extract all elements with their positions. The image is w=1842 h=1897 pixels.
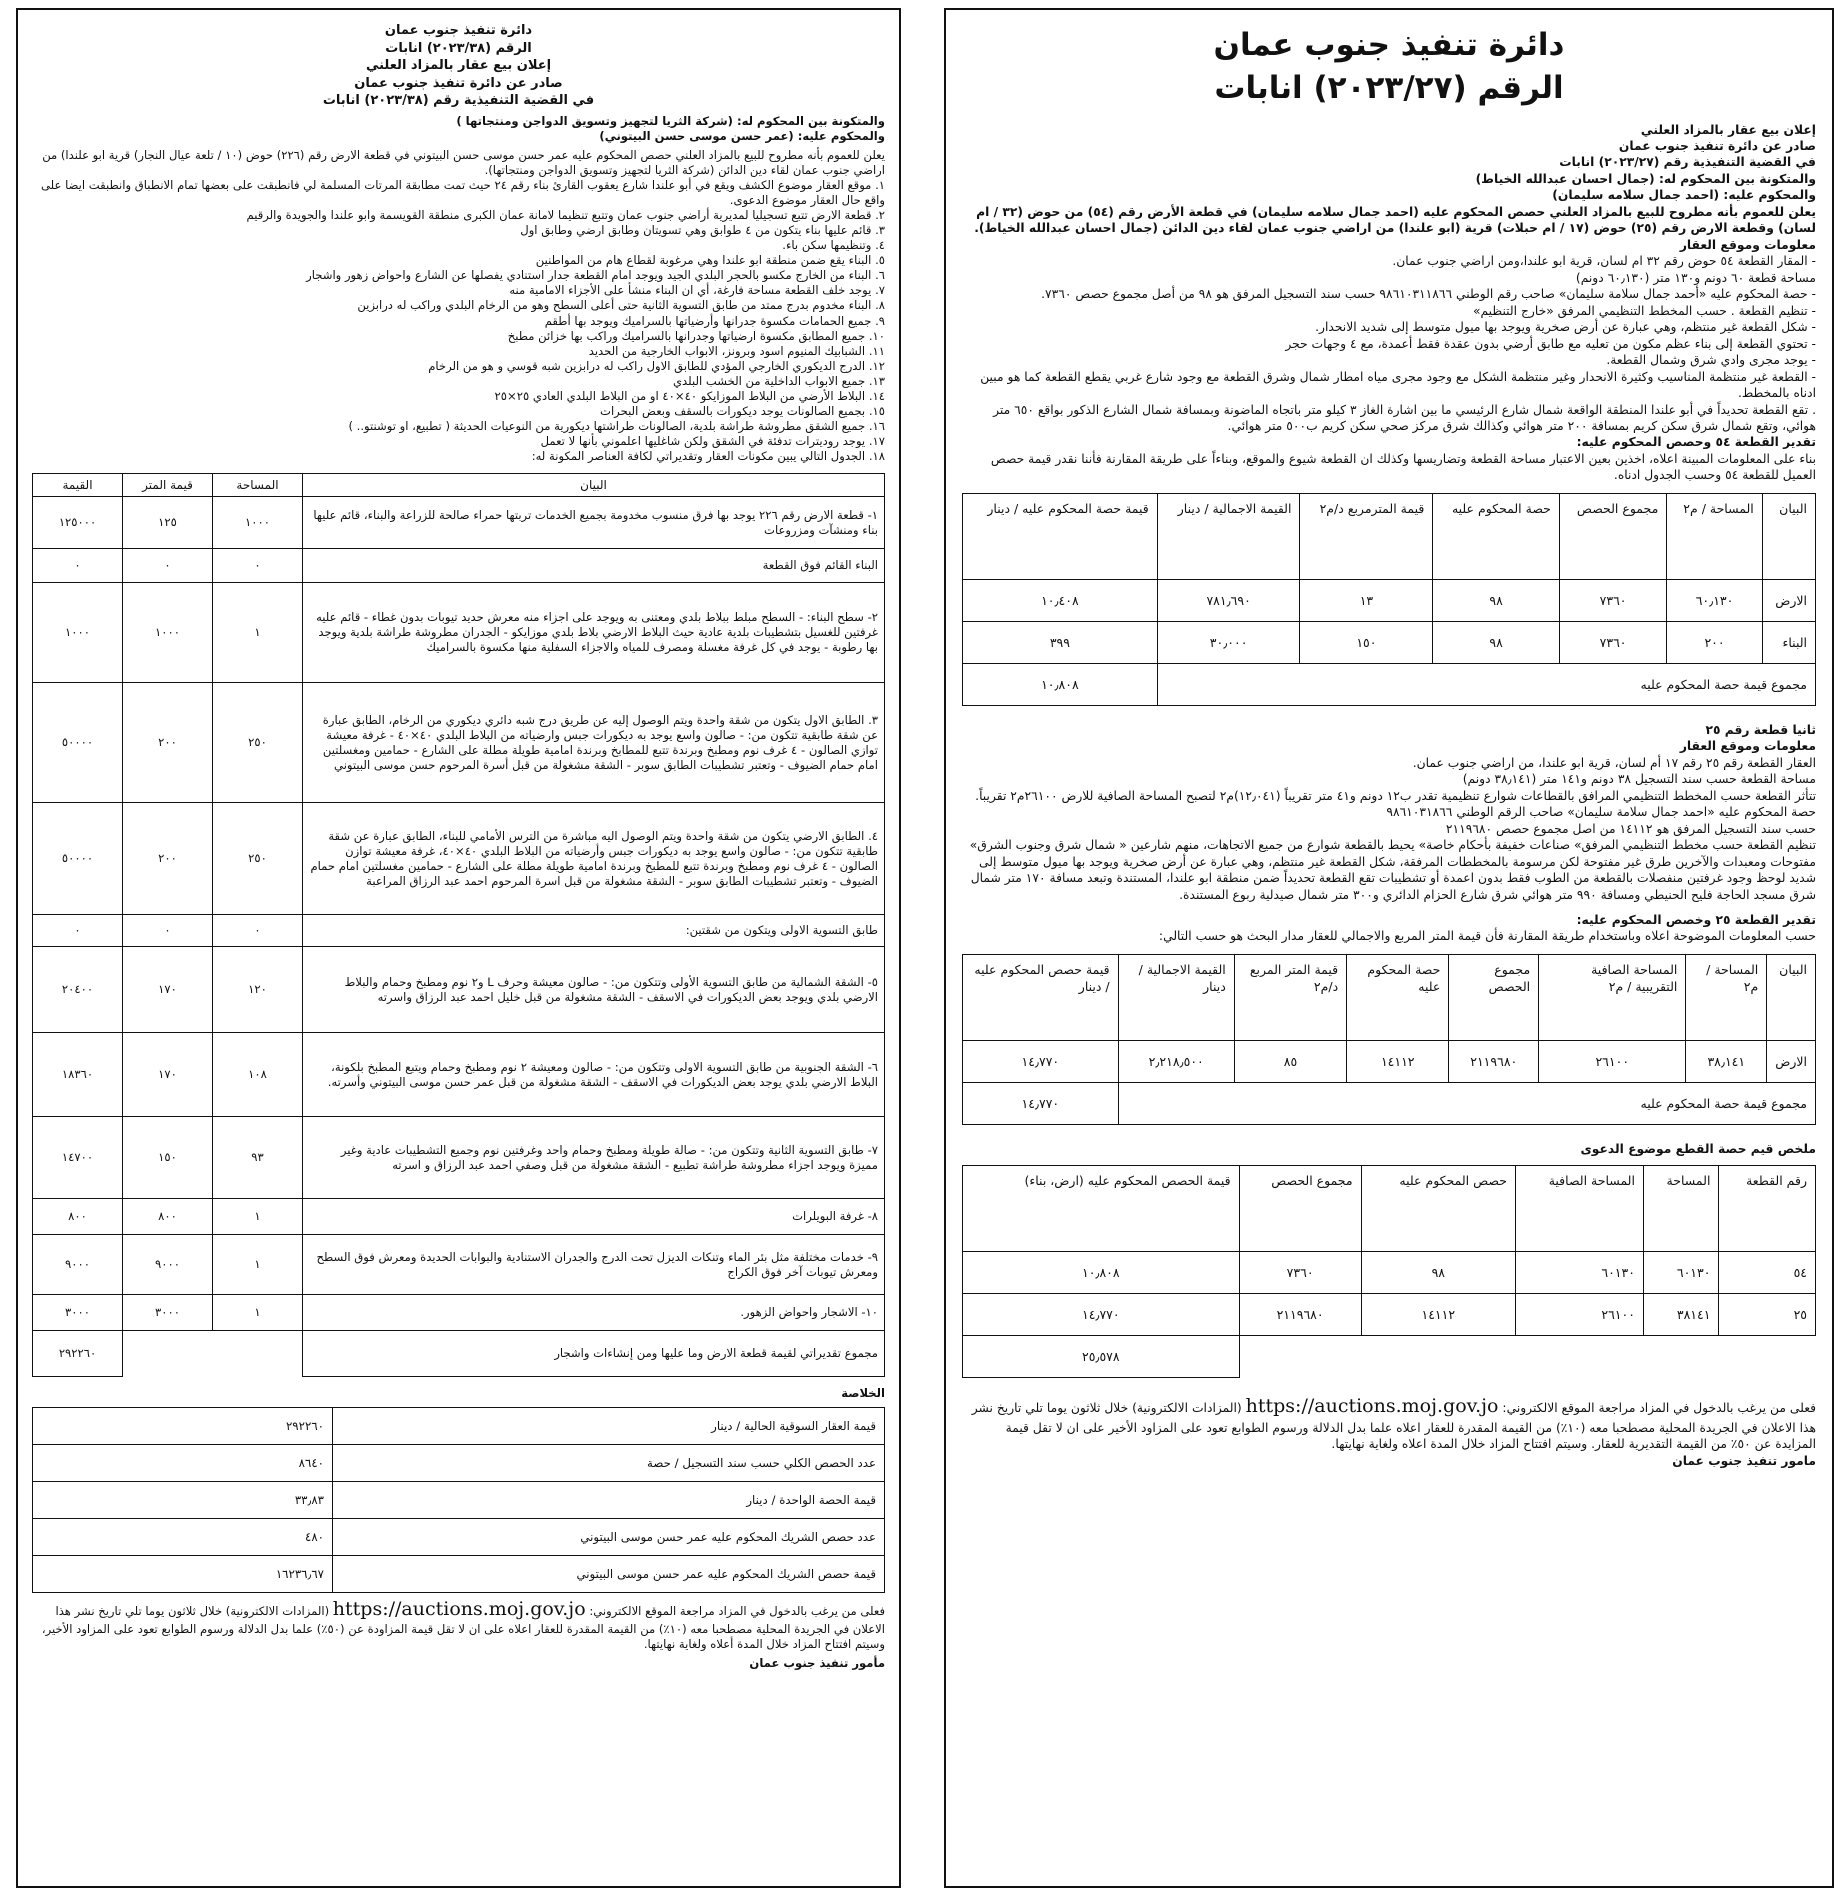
table-header: قيمة المتر المربع د/م٢	[1234, 954, 1346, 1040]
table-cell: ١٧٠	[123, 1033, 213, 1117]
point-line: ١٦. جميع الشقق مطروشة طراشة بلدية، الصالونات طراشتها ديكورية من النوعيات الحديثة ( تطبيع، او توشنتو.. )	[348, 418, 885, 433]
table-cell: ١٠٫٨٠٨	[963, 1252, 1240, 1294]
table-cell: ١٥٠	[123, 1117, 213, 1199]
table-cell: ٢٠٠	[123, 803, 213, 915]
table-cell: ٥٤	[1719, 1252, 1816, 1294]
table-cell: ٢٥٠	[213, 683, 303, 803]
closing-text: فعلى من يرغب بالدخول في المزاد مراجعة الموقع الالكتروني:	[589, 1604, 885, 1619]
table-header: المساحة	[1643, 1166, 1718, 1252]
table-cell-empty	[1239, 1336, 1815, 1378]
info-line: تنظيم القطعة حسب مخطط التنظيمي المرفق» صناعات خفيفة بأحكام خاصة» يحيط بالقطعة شوارع من جميع الاتجاهات، منهم شارعين « شمال شرق وجنوب الشرق» مفتوحات ومعبدات والآخرين طرق غير مفتوحة لكن مرسومة بالمخططات المرفقة، شكل القطعة غير منتظم، وهي عبارة عن أرض صخرية ويوجد بها ميول متوسط إلى شديد لوحظ وجود غرفتين منفصلات بالقطعة من الطوب فقط بدون اعمدة أو تشطيبات تقع القطعة تحديداً ضمن منطقة ابو علندا، المستندة وتبعد مسافة ١٧٠ متر شمال شرق مسجد الحاجة فليح الحنيطي ومسافة ٩٩٠ متر هوائي شرق شارع الحزام الدائري و٣٠٠ متر شمال صيدلية ربوع المستندة.	[969, 838, 1816, 902]
table-row	[963, 579, 1816, 621]
table-header-row	[963, 1166, 1816, 1252]
table-cell: ٨٠٠	[33, 1199, 123, 1235]
table-cell: ١٢٥	[123, 497, 213, 549]
table-cell: ٦٠٫١٣٠	[1667, 579, 1763, 621]
table-row	[33, 1199, 885, 1235]
signature: مأمور تنفيذ جنوب عمان	[749, 1656, 885, 1671]
section-heading: ملخص قيم حصة القطع موضوع الدعوى	[1580, 1141, 1816, 1156]
section-heading: تقدير القطعة ٥٤ وحصص المحكوم عليه:	[1576, 435, 1816, 450]
table-row	[33, 497, 885, 549]
total-value: ١٠٫٨٠٨	[963, 663, 1158, 705]
table-cell: ١٨٣٦٠	[33, 1033, 123, 1117]
intro-line: والمحكوم عليه: (احمد جمال سلامه سليمان)	[1552, 188, 1816, 203]
info-line: مساحة القطعة حسب سند التسجيل ٣٨ دونم و١٤١ متر (٣٨٫١٤١ دونم)	[1462, 772, 1816, 787]
table-cell: ١٠- الاشجار واحواض الزهور.	[303, 1295, 885, 1331]
auction-link[interactable]: https://auctions.moj.gov.jo	[1245, 1395, 1499, 1418]
table-row	[33, 947, 885, 1033]
table-total-row	[963, 1336, 1816, 1378]
auction-link[interactable]: https://auctions.moj.gov.jo	[332, 1598, 586, 1621]
summary-value: ٣٣٫٨٣	[33, 1482, 333, 1519]
table-header-row	[963, 954, 1816, 1040]
table-cell	[123, 1331, 213, 1377]
table-total-row	[963, 1082, 1816, 1124]
table-cell: ٣٨١٤١	[1643, 1294, 1718, 1336]
table-cell: ٧٨١٫٦٩٠	[1157, 579, 1300, 621]
notice-case-27	[944, 8, 1834, 1888]
table-header: مجموع الحصص	[1449, 954, 1539, 1040]
table-header: المساحة	[213, 474, 303, 497]
table-header: المساحة / م٢	[1667, 493, 1763, 579]
table-cell: ٠	[123, 549, 213, 583]
table-cell: ٢٠٠	[123, 683, 213, 803]
notice-title: دائرة تنفيذ جنوب عمان	[1213, 27, 1565, 63]
table-cell: ١٢٠	[213, 947, 303, 1033]
closing-text: (المزادات الالكترونية) خلال ثلاثون يوما تلي تاريخ نشر هذا الاعلان في الجريدة المحلية مصطحبا معه (١٠٪) من القيمة المقدرة للعقار اعلاه على ان لا تقل قيمة المزاودة عن (٥٠٪) علما بدل الدلالة ورسوم الطوابع تعود على المزاود الأخير، وسيتم افتتاح المزاد خلال المدة أعلاه ولغاية نهايتها.	[41, 1604, 885, 1651]
table-row	[33, 915, 885, 947]
table-row	[963, 1040, 1816, 1082]
estimate-text: بناء على المعلومات المبينة اعلاه، اخذين بعين الاعتبار مساحة القطعة وتضاريسها وكذلك ان القطعة شيوع والموقع، وبناءاً على طريقة المقارنة فأننا نقدر قيمة حصص العميل للقطعة ٥٤ وحسب الجدول ادناه.	[990, 451, 1816, 483]
table-header: القيمة الاجمالية / دينار	[1157, 493, 1300, 579]
table-cell	[213, 1331, 303, 1377]
point-line: ١٣. جميع الابواب الداخلية من الخشب البلدي	[672, 373, 885, 388]
table-cell: ١٠٨	[213, 1033, 303, 1117]
table-cell: ١- قطعة الارض رقم ٢٢٦ يوجد بها فرق منسوب مخدومة بجميع الخدمات تربتها حمراء صالحة للزراعة والبناء، قائم عليها بناء ومنشآت ومزروعات	[303, 497, 885, 549]
closing-paragraph	[962, 1394, 1816, 1452]
table-header: المساحة / م٢	[1686, 954, 1767, 1040]
table-cell: طابق التسوية الاولى ويتكون من شقتين:	[303, 915, 885, 947]
table-row	[33, 1235, 885, 1295]
table-row	[33, 1519, 885, 1556]
point-line: ١٢. الدرج الديكوري الخارجي المؤدي للطابق الاول راكب له درابزين شبه قوسي و هو من الرخام	[428, 358, 885, 373]
table-cell: ٣٠٫٠٠٠	[1157, 621, 1300, 663]
table-total-row	[33, 1331, 885, 1377]
table-cell: ٦- الشقة الجنوبية من طابق التسوية الاولى وتتكون من: - صالون ومعيشة ٢ نوم ومطبخ وحمام ويتبع المطبخ بلكونة، البلاط الارضي بلدي يوجد بعض الديكورات في الاسقف - الشقة مشغولة من قبل عمر حسن موسى البيتوني وأسرته.	[303, 1033, 885, 1117]
estimate-text: حسب المعلومات الموضوحة اعلاه وباستخدام طريقة المقارنة فأن قيمة المتر المربع والاجمالي للعقار مدار البحث هو حسب التالي:	[1158, 929, 1816, 944]
table-header: البيان	[1762, 493, 1815, 579]
table-header-row	[963, 493, 1816, 579]
table-cell: ٢٦١٠٠	[1515, 1294, 1643, 1336]
table-cell: ٣٨٫١٤١	[1686, 1040, 1767, 1082]
table-cell: ٣٠٠٠	[123, 1295, 213, 1331]
point-line: ٤. وتنظيمها سكن باء.	[782, 238, 885, 253]
table-cell: ٠	[213, 549, 303, 583]
table-cell: الارض	[1767, 1040, 1816, 1082]
table-cell: ١	[213, 1199, 303, 1235]
table-header: قيمة حصص المحكوم عليه / دينار	[963, 954, 1119, 1040]
table-cell: ١٤١١٢	[1361, 1294, 1515, 1336]
table-row	[33, 1445, 885, 1482]
table-row	[33, 549, 885, 583]
table-header: القيمة	[33, 474, 123, 497]
section-heading: تقدير القطعة ٢٥ وخصص المحكوم عليه:	[1576, 913, 1816, 927]
point-line: ١١. الشبابيك المنيوم اسود وبرونز، الابواب الخارجية من الحديد	[588, 343, 885, 358]
total-value: ١٤٫٧٧٠	[963, 1082, 1119, 1124]
table-cell: ١٤١١٢	[1347, 1040, 1449, 1082]
table-cell: ٢١١٩٦٨٠	[1239, 1294, 1361, 1336]
announcement: يعلن للعموم بأنه مطروح للبيع بالمزاد العلني حصص المحكوم عليه عمر حسن موسى حسن البيتوني في قطعة الارض رقم (٢٢٦) حوض (١٠ / تلعة عيال النجار) قرية ابو علندا) من اراضي جنوب عمان لقاء دين الدائن (شركة الثريا لتجهيز وتسويق الدواجن ومنتجاتها).	[42, 147, 885, 177]
info-line: - يوجد مجرى وادي شرق وشمال القطعة.	[1606, 353, 1816, 368]
table-cell: ٠	[33, 549, 123, 583]
point-line: ١٥. بجميع الصالونات يوجد ديكورات بالسقف وبعض البحرات	[600, 403, 885, 418]
table-header: قيمة الحصص المحكوم عليه (ارض، بناء)	[963, 1166, 1240, 1252]
table-header: القيمة الاجمالية / دينار	[1118, 954, 1234, 1040]
table-header: حصة المحكوم عليه	[1347, 954, 1449, 1040]
table-cell: ٦٠١٣٠	[1515, 1252, 1643, 1294]
table-cell: ١٤٫٧٧٠	[963, 1040, 1119, 1082]
table-cell: ١٠٫٤٠٨	[963, 579, 1158, 621]
table-cell: ٢٥٠	[213, 803, 303, 915]
case-number: الرقم (٢٠٢٣/٣٨) انابات	[385, 40, 532, 56]
summary-label: قيمة الحصة الواحدة / دينار	[333, 1482, 885, 1519]
summary-label: عدد حصص الشريك المحكوم عليه عمر حسن موسى البيتوني	[333, 1519, 885, 1556]
valuation-table-25	[962, 954, 1816, 1125]
valuation-table-54	[962, 493, 1816, 706]
table-cell: ١٠٠٠	[123, 583, 213, 683]
table-cell: ٩٠٠٠	[33, 1235, 123, 1295]
table-cell: ٩٣	[213, 1117, 303, 1199]
table-cell: ٧٣٦٠	[1239, 1252, 1361, 1294]
table-cell: ٢٠٠	[1667, 621, 1763, 663]
table-cell: البناء القائم فوق القطعة	[303, 549, 885, 583]
summary-value: ١٦٢٣٦٫٦٧	[33, 1556, 333, 1593]
table-cell: ١٠٠٠	[33, 583, 123, 683]
table-row	[963, 1294, 1816, 1336]
table-cell: ٢١١٩٦٨٠	[1449, 1040, 1539, 1082]
table-cell: ٠	[123, 915, 213, 947]
info-line: مساحة قطعة ٦٠ دونم و١٣٠ متر (٦٠٫١٣٠ دونم)	[1575, 270, 1816, 285]
table-header: مجموع الحصص	[1239, 1166, 1361, 1252]
info-line: - تنظيم القطعة . حسب المخطط التنظيمي المرفق «خارج التنظيم»	[1472, 303, 1816, 318]
total-value: ٢٥٫٥٧٨	[963, 1336, 1240, 1378]
table-header: حصة المحكوم عليه	[1433, 493, 1560, 579]
table-row	[33, 683, 885, 803]
table-cell: ٣٠٠٠	[33, 1295, 123, 1331]
table-cell: ٧- طابق التسوية الثانية وتتكون من: - صالة طويلة ومطبخ وحمام واحد وغرفتين نوم وجميع التشطيبات عادية وغير مميزة ويوجد اجزاء مطروشة طراشة تطبيع - الشقة مشغولة من قبل وصفي احمد عبد الرزاق و اسرته	[303, 1117, 885, 1199]
table-cell: ٩٨	[1361, 1252, 1515, 1294]
summary-value: ٨٦٤٠	[33, 1445, 333, 1482]
table-header: رقم القطعة	[1719, 1166, 1816, 1252]
table-total-row	[963, 663, 1816, 705]
info-line: حسب سند التسجيل المرفق هو ١٤١١٢ من اصل مجموع حصص ٢١١٩٦٨٠	[1445, 821, 1816, 836]
summary-label: قيمة حصص الشريك المحكوم عليه عمر حسن موسى البيتوني	[333, 1556, 885, 1593]
info-line: . تقع القطعة تحديداً في أبو علندا المنطقة الواقعة شمال شارع الرئيسي ما بين اشارة الغاز ٣ كيلو متر باتجاه الماضونة وبمسافة شمال الشارع الذكور بواقع ٦٥٠ متر هوائي، وتقع شمال شرق سكن كريم بمسافة ٢٠٠ متر هوائي وكذالك شرق مركز صحي سكن كريم ب٥٠٠ متر هوائي.	[993, 402, 1816, 433]
info-line: - المقار القطعة ٥٤ حوض رقم ٣٢ ام لسان، قرية ابو علندا،ومن اراضي جنوب عمان.	[1392, 254, 1816, 269]
property-valuation-table	[32, 473, 885, 1377]
table-cell: ١٢٥٠٠٠	[33, 497, 123, 549]
summary-label: عدد الحصص الكلي حسب سند التسجيل / حصة	[333, 1445, 885, 1482]
point-line: ٧. يوجد خلف القطعة مساحة فارغة، أي ان البناء منشأ على الأجزاء الامامية منه	[509, 283, 885, 298]
table-cell: ٠	[33, 915, 123, 947]
table-cell: ٨٠٠	[123, 1199, 213, 1235]
intro-line: والمتكونة بين المحكوم له: (جمال احسان عبدالله الخياط)	[1475, 171, 1816, 186]
point-line: ١٤. البلاط الأرضي من البلاط الموزايكو ٤٠×٤٠ او من البلاط البلدي العادي ٢٥×٢٥	[494, 388, 885, 403]
info-line: - القطعة غير منتظمة المناسيب وكثيرة الانحدار وغير منتظمة الشكل مع وجود مجرى مياه امطار شمال وشرق القطعة مع وجود شارع غربي يقطع القطعة كما هو مبين ادناه بالمخطط.	[980, 369, 1816, 401]
point-line: ٢. قطعة الارض تتبع تسجيليا لمديرية أراضي جنوب عمان وتتبع تنظيما لامانة عمان الكبرى منطقة القويسمة وابو علندا والجويدة والرقيم	[246, 208, 885, 223]
point-line: ٥. البناء يقع ضمن منطقة ابو علندا وهي مرغوبة لقطاع هام من المواطنين	[535, 253, 885, 268]
table-header: مجموع الحصص	[1559, 493, 1666, 579]
table-cell: ٩- خدمات مختلفة مثل بئر الماء وتنكات الديزل تحت الدرج والجدران الاستنادية والبوابات الحديدة ومعرش فوق السطح ومعرش تيوبات آخر فوق الكراج	[303, 1235, 885, 1295]
parties-line: والمحكوم عليه: (عمر حسن موسى حسن البيتوني)	[599, 128, 885, 143]
table-row	[33, 1482, 885, 1519]
point-line: ١٧. يوجد روديترات تدفئة في الشقق ولكن شاغليها اعلموني بأنها لا تعمل	[540, 434, 885, 449]
total-value: ٢٩٢٢٦٠	[33, 1331, 123, 1377]
point-line: ٨. البناء مخدوم بدرج ممتد من طابق التسوية الثانية حتى أعلى السطح وهو من الرخام البلدي وراكب له درابزين	[357, 298, 885, 313]
info-line: العقار القطعة رقم ٢٥ رقم ١٧ أم لسان، قرية ابو علندا، من اراضي جنوب عمان.	[1412, 755, 1816, 770]
table-header: قيمة المترمربع د/م٢	[1300, 493, 1433, 579]
table-cell: ٨- غرفة البويلرات	[303, 1199, 885, 1235]
announcement: يعلن للعموم بأنه مطروح للبيع بالمزاد العلني حصص المحكوم عليه (احمد جمال سلامه سليمان) في قطعة الأرض رقم (٥٤) من حوض (٣٢ / ام لسان) وقطعة الارض رقم (٢٥) حوض (١٧ / ام حبلات) قرية (ابو علندا) من اراضي جنوب عمان لقاء دين الدائن (جمال احسان عبدالله الخياط).	[974, 204, 1816, 236]
table-cell: ١٥٠	[1300, 621, 1433, 663]
closing-text: (المزادات الالكترونية) خلال ثلاثون يوما تلي تاريخ نشر هذا الاعلان في الجريدة المحلية مصطحبا معه (١٠٪) من القيمة المقدرة للعقار اعلاه علما بدل الدلالة ورسوم الطوابع تعود على المزاود الأخير على ان لا تقل قيمة المزايدة عن ٥٠٪ من القيمة التقديرية للعقار. وسيتم افتتاح المزاد خلال المدة اعلاه ولغاية نهايتها.	[971, 1401, 1816, 1452]
table-cell: ٣٩٩	[963, 621, 1158, 663]
info-line: - حصة المحكوم عليه «أحمد جمال سلامة سليمان» صاحب رقم الوطني ٩٨٦١٠٣١١٨٦٦ حسب سند التسجيل المرفق هو ٩٨ من أصل مجموع حصص ٧٣٦٠.	[1041, 287, 1816, 302]
intro-line: صادر عن دائرة تنفيذ جنوب عمان	[1618, 139, 1816, 153]
table-row	[963, 621, 1816, 663]
table-header: البيان	[1767, 954, 1816, 1040]
section-heading: الخلاصة	[841, 1386, 885, 1401]
table-cell: ٢٥	[1719, 1294, 1816, 1336]
table-row	[33, 1408, 885, 1445]
table-header: المساحة الصافية	[1515, 1166, 1643, 1252]
summary-table	[962, 1165, 1816, 1378]
table-cell: ٩٨	[1433, 579, 1560, 621]
table-row	[33, 583, 885, 683]
table-row	[33, 1117, 885, 1199]
table-cell: ٥٠٠٠٠	[33, 683, 123, 803]
closing-text: فعلى من يرغب بالدخول في المزاد مراجعة الموقع الالكتروني:	[1502, 1401, 1816, 1416]
table-header: قيمة المتر	[123, 474, 213, 497]
table-cell: ٢٠٤٠٠	[33, 947, 123, 1033]
section-heading: معلومات وموقع العقار	[1679, 237, 1816, 252]
table-row	[963, 1252, 1816, 1294]
summary-label: قيمة العقار السوقية الحالية / دينار	[333, 1408, 885, 1445]
table-cell: ٥٠٠٠٠	[33, 803, 123, 915]
notice-case-38	[16, 8, 901, 1888]
total-label: مجموع قيمة حصة المحكوم عليه	[1118, 1082, 1815, 1124]
table-cell: ١	[213, 583, 303, 683]
intro-line: في القضية التنفيذية رقم (٢٠٢٣/٢٧) انابات	[1559, 155, 1816, 170]
table-header: البيان	[303, 474, 885, 497]
table-cell: الارض	[1762, 579, 1815, 621]
table-cell: ١	[213, 1295, 303, 1331]
table-cell: ٨٥	[1234, 1040, 1346, 1082]
table-cell: ٤. الطابق الارضي يتكون من شقة واحدة ويتم الوصول اليه مباشرة من الترس الأمامي للبناء، الطابق عبارة عن شقة طابقية تتكون من: - صالون واسع يوجد به ديكورات جبس وأرضياته من البلاط البلدي ٤٠×٤٠، غرفة معيشة توازن الصالون - ٤ غرف نوم ومطبخ وبرندة تتبع للمطبخ وبرندة امامية طويلة مطلة على الشارع - حمامين مغسلتين امام حمام الضيوف - وتعتبر تشطيبات الطابق سوبر - الشقة مشغولة من قبل اسرة المرحوم احمد عبد الرزاق المراعبة	[303, 803, 885, 915]
table-cell: ١٧٠	[123, 947, 213, 1033]
table-row	[33, 1556, 885, 1593]
table-cell: ٣. الطابق الاول يتكون من شقة واحدة ويتم الوصول إليه عن طريق درج شبه دائري ديكوري من الرخام، الطابق عبارة عن شقة طابقية تتكون من: - صالون واسع يوجد به ديكورات جبس وارضياته من البلاط البلدي ٤٠×٤٠ - غرفة معيشة توازي الصالون - ٤ غرف نوم ومطبخ وبرندة تتبع للمطابخ وبرندة امامية طويلة مطلة على الشارع - حمامين ومغسلتين امام حمام الضيوف - وتعتبر تشطيبات الطابق سوبر - الشقة مشغولة من قبل أسرة المرحوم حسن موسى البيتوني	[303, 683, 885, 803]
total-label: مجموع قيمة حصة المحكوم عليه	[1157, 663, 1815, 705]
info-line: حصة المحكوم عليه «احمد جمال سلامة سليمان» صاحب الرقم الوطني ٩٨٦١٠٣١٨٦٦	[1386, 805, 1816, 820]
title-line: في القضية التنفيذية رقم (٢٠٢٣/٣٨) انابات	[322, 93, 595, 109]
table-cell: ٧٣٦٠	[1559, 579, 1666, 621]
table-cell: ٦٠١٣٠	[1643, 1252, 1718, 1294]
point-line: ١. موقع العقار موضوع الكشف ويقع في أبو علندا شارع يعقوب القارئ بناء رقم ٢٤ حيث تمت مطابقة المرتات المسلمة لي فانطبقت على بعضها تمام الانطباق وانطبقت ايضا على واقع حال العقار موضوع الدعوى.	[40, 177, 885, 208]
case-number: الرقم (٢٠٢٣/٢٧) انابات	[1214, 69, 1564, 106]
table-row	[33, 803, 885, 915]
title-line: صادر عن دائرة تنفيذ جنوب عمان	[354, 75, 563, 91]
table-cell: ١٤٧٠٠	[33, 1117, 123, 1199]
table-header: حصص المحكوم عليه	[1361, 1166, 1515, 1252]
notice-title: دائرة تنفيذ جنوب عمان	[384, 23, 533, 38]
table-cell: ٥- الشقة الشمالية من طابق التسوية الأولى وتتكون من: - صالون معيشة وحرف L و٢ نوم ومطبخ وحمام والبلاط الارضي بلدي ويوجد بعض الديكورات في الاسقف - الشقة مشغولة من قبل خليل احمد عبد الرزاق واسرته	[303, 947, 885, 1033]
table-cell: ١٣	[1300, 579, 1433, 621]
table-header: المساحة الصافية التقريبية / م٢	[1539, 954, 1686, 1040]
table-cell: ١	[213, 1235, 303, 1295]
table-cell: ٠	[213, 915, 303, 947]
info-line: - تحتوي القطعة إلى بناء عظم مكون من تعليه مع طابق أرضي بدون عقدة فقط أعمدة، مع ٤ وجهات حجر	[1285, 336, 1816, 351]
table-cell: ١٤٫٧٧٠	[963, 1294, 1240, 1336]
total-label: مجموع تقديراتي لقيمة قطعة الارض وما عليها ومن إنشاءات واشجار	[303, 1331, 885, 1377]
point-line: ٣. قائم عليها بناء يتكون من ٤ طوابق وهي تسويتان وطابق ارضي وطابق اول	[520, 223, 885, 238]
closing-paragraph	[32, 1597, 885, 1652]
table-cell: ١٠٠٠	[213, 497, 303, 549]
point-line: ٦. البناء من الخارج مكسو بالحجر البلدي الجيد ويوجد امام القطعة جدار استنادي يفصلها عن الشارع واحواض زهور واشجار	[306, 268, 885, 283]
table-cell: ٩٠٠٠	[123, 1235, 213, 1295]
table-row	[33, 1033, 885, 1117]
summary-value: ٤٨٠	[33, 1519, 333, 1556]
point-line: ١٨. الجدول التالي يبين مكونات العقار وتقديراتي لكافة العناصر المكونة له:	[531, 449, 885, 464]
table-cell: ٧٣٦٠	[1559, 621, 1666, 663]
intro-line: إعلان بيع عقار بالمزاد العلني	[1640, 122, 1816, 137]
info-line: - شكل القطعة غير منتظم، وهي عبارة عن أرض صخرية ويوجد بها ميول متوسط إلى شديد الانحدار.	[1315, 320, 1816, 335]
table-cell: ٢٫٢١٨٫٥٠٠	[1118, 1040, 1234, 1082]
point-line: ٩. جميع الحمامات مكسوة جدرانها وأرضياتها بالسراميك ويوجد بها أطقم	[544, 313, 885, 328]
table-header-row	[33, 474, 885, 497]
parties-line: والمتكونة بين المحكوم له: (شركة الثريا لتجهيز وتسويق الدواجن ومنتجاتها )	[456, 113, 885, 128]
info-line: تتأثر القطعة حسب المخطط التنظيمي المرافق بالقطاعات شوارع تنظيمية تقدر ب١٢ دونم و٤١ متر تقريباً (١٢٫٠٤١)م٢ لتصبح المساحة الصافية للارض ٢٦١٠٠م٢ تقريباً.	[975, 788, 1816, 803]
table-cell: البناء	[1762, 621, 1815, 663]
conclusion-table	[32, 1407, 885, 1593]
table-cell: ٢٦١٠٠	[1539, 1040, 1686, 1082]
title-line: إعلان بيع عقار بالمزاد العلني	[365, 58, 552, 74]
signature: مامور تنفيذ جنوب عمان	[1672, 1453, 1816, 1468]
section-heading: ثانيا قطعة رقم ٢٥	[1705, 722, 1816, 737]
table-header: قيمة حصة المحكوم عليه / دينار	[963, 493, 1158, 579]
table-cell: ٩٨	[1433, 621, 1560, 663]
table-row	[33, 1295, 885, 1331]
section-heading: معلومات وموقع العقار	[1679, 739, 1816, 754]
summary-value: ٢٩٢٢٦٠	[33, 1408, 333, 1445]
point-line: ١٠. جميع المطابق مكسوة ارضياتها وجدرانها بالسراميك وراكب بها خزائن مطبخ	[507, 328, 885, 343]
table-cell: ٢- سطح البناء: - السطح مبلط ببلاط بلدي ومعتنى به ويوجد على اجزاء منه معرش حديد تيوبات بدون غطاء - قائم عليه غرفتين للغسيل بتشطيبات بلدية عادية حيث البلاط الارضي بلاط بلدي موزايكو - الجدران مطروشة طراشة بلدية ويوجد بها رطوبة - يوجد في كل غرفة مغسلة ومصرف للمياه والاجزاء السفلية منها مكسوة بالسراميك	[303, 583, 885, 683]
